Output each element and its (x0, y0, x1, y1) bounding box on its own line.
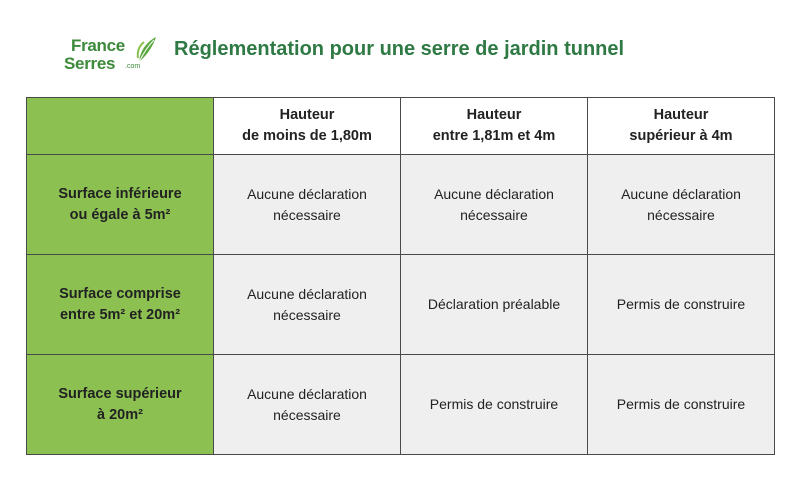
cell-line-1: Aucune déclaration (247, 285, 367, 302)
table-cell (214, 355, 401, 455)
table-row (27, 155, 775, 255)
row-header (27, 355, 214, 455)
corner-cell (27, 98, 214, 155)
cell-line-1: Aucune déclaration (247, 385, 367, 402)
cell-line-2: nécessaire (273, 406, 341, 423)
cell-line-1: Permis de construire (429, 396, 559, 412)
row-header-line-1: Surface comprise (59, 285, 181, 302)
table-cell (401, 155, 588, 255)
cell-line-1: Permis de construire (616, 296, 746, 312)
france-serres-logo[interactable] (62, 28, 162, 76)
column-header-line-2: entre 1,81m et 4m (432, 128, 556, 144)
cell-line-2: nécessaire (460, 206, 528, 223)
table-cell (588, 155, 775, 255)
regulation-table (26, 97, 775, 455)
table-cell (588, 355, 775, 455)
table-cell (214, 255, 401, 355)
cell-line-1: Permis de construire (616, 396, 746, 412)
logo-suffix: .com (125, 63, 141, 70)
cell-line-1: Aucune déclaration (434, 185, 554, 202)
column-header-line-1: Hauteur (466, 107, 522, 123)
cell-line-2: nécessaire (273, 306, 341, 323)
table-cell (401, 255, 588, 355)
cell-line-2: nécessaire (647, 206, 715, 223)
page-title: Réglementation pour une serre de jardin tunnel (174, 38, 625, 60)
row-header (27, 255, 214, 355)
row-header-line-2: entre 5m² et 20m² (59, 306, 181, 323)
table-cell (588, 255, 775, 355)
cell-line-1: Aucune déclaration (247, 185, 367, 202)
column-header-line-1: Hauteur (279, 107, 335, 123)
row-header (27, 155, 214, 255)
leaf-icon (136, 34, 158, 64)
row-header-line-2: à 20m² (97, 406, 143, 423)
cell-line-1: Aucune déclaration (621, 185, 741, 202)
row-header-line-2: ou égale à 5m² (69, 206, 171, 223)
column-header-line-1: Hauteur (653, 107, 709, 123)
row-header-line-1: Surface supérieur (58, 385, 182, 402)
table-header-row (27, 98, 775, 155)
logo-line-1: France (71, 36, 125, 55)
header (62, 28, 762, 76)
cell-line-1: Déclaration préalable (427, 296, 561, 312)
cell-line-2: nécessaire (273, 206, 341, 223)
table-cell (401, 355, 588, 455)
column-header-line-2: de moins de 1,80m (242, 128, 372, 144)
column-header (401, 98, 588, 155)
row-header-line-1: Surface inférieure (58, 185, 182, 202)
logo-line-2: Serres (64, 54, 116, 73)
column-header (214, 98, 401, 155)
table-row (27, 255, 775, 355)
column-header (588, 98, 775, 155)
table-cell (214, 155, 401, 255)
table-row (27, 355, 775, 455)
column-header-line-2: supérieur à 4m (629, 128, 733, 144)
